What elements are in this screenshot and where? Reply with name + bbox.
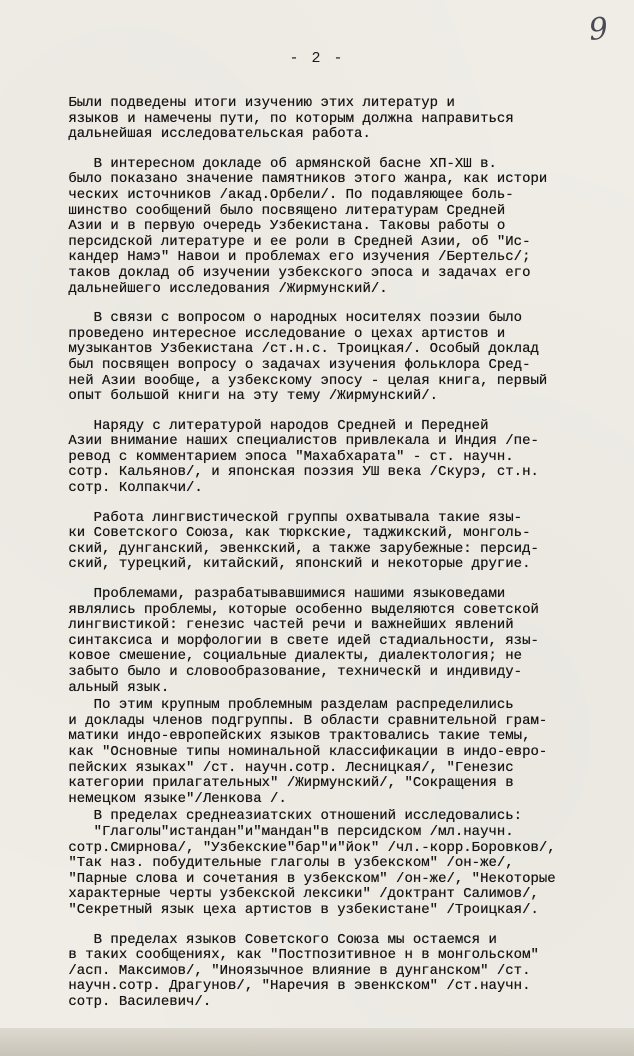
archive-page-mark: 9 <box>587 11 610 48</box>
text-line: Работа лингвистической группы охватывала такие язы- <box>18 510 523 526</box>
paragraph <box>18 698 624 807</box>
text-line: сотр.Смирнова/, "Узбекские"бар"и"йок" /чл.-корр.Боровков/, <box>18 840 556 856</box>
text-line: "Так наз. побудительные глаголы в узбекском" /он-же/, <box>18 856 514 872</box>
paragraph <box>18 311 624 405</box>
text-line: Проблемами, разрабатывавшимися нашими языковедами <box>18 587 506 603</box>
text-line: /асп. Максимов/, "Иноязычное влияние в дунганском" /ст. <box>18 963 531 979</box>
paragraph <box>18 96 624 143</box>
text-line: музыкантов Узбекистана /ст.н.с. Троицкая/. Особый доклад <box>18 342 539 358</box>
text-line: сотр. Василевич/. <box>18 994 212 1010</box>
paragraph-gap <box>18 297 624 311</box>
document-body <box>18 96 624 1010</box>
text-line: ский, турецкий, китайский, японский и некоторые другие. <box>18 557 531 573</box>
text-line: характерные черты узбекской лексики" /доктрант Салимов/, <box>18 887 539 903</box>
text-line: ревод с комментарием эпоса "Махабхарата" - ст. научн. <box>18 449 514 465</box>
text-line: ческих источников /акад.Орбели/. По подавляющее боль- <box>18 187 514 203</box>
text-line: ней Азии вообще, а узбекскому эпосу - целая книга, первый <box>18 373 548 389</box>
text-line: пейских языках" /ст. научн.сотр. Лесницкая/, "Генезис <box>18 760 514 776</box>
text-line: в таких сообщениях, как "Постпозитивное н в монгольском" <box>18 948 539 964</box>
text-line: "Секретный язык цеха артистов в узбекистане" /Троицкая/. <box>18 902 539 918</box>
text-line: альный язык. <box>18 680 170 696</box>
text-line: было показано значение памятников этого жанра, как истори <box>18 172 548 188</box>
paragraph <box>18 587 624 696</box>
text-line: категории прилагательных" /Жирмунский/, "Сокращения в <box>18 776 514 792</box>
text-line: Азии внимание наших специалистов привлекала и Индия /пе- <box>18 434 539 450</box>
text-line: таков доклад об изучении узбекского эпоса и задачах его <box>18 265 531 281</box>
text-line: Наряду с литературой народов Средней и Передней <box>18 418 489 434</box>
paragraph-gap <box>18 497 624 511</box>
text-line: По этим крупным проблемным разделам распределились <box>18 698 514 714</box>
paragraph-gap <box>18 143 624 157</box>
text-line: как "Основные типы номинальной классификации в индо-евро- <box>18 744 548 760</box>
text-line: матики индо-европейских языков трактовались такие темы, <box>18 729 531 745</box>
text-line: забыто было и словообразование, техническй и индивиду- <box>18 665 523 680</box>
paragraph-gap <box>18 919 624 933</box>
text-line: синтаксиса и морфологии в свете идей стадиальности, язы- <box>18 633 539 649</box>
text-line: опыт большой книги на эту тему /Жирмунский/. <box>18 389 439 405</box>
text-line: Были подведены итоги изучению этих литератур и <box>18 96 455 111</box>
text-line: ки Советского Союза, как тюркские, таджикский, монголь- <box>18 526 531 542</box>
text-line: дальнейшая исследовательская работа. <box>18 127 371 143</box>
text-line: персидской литературе и ее роли в Средней Азии, об "Ис- <box>18 234 531 250</box>
text-line: кандер Намэ" Навои и проблемах его изучения /Бертельс/; <box>18 250 531 266</box>
text-line: Азии и в первую очередь Узбекистана. Таковы работы о <box>18 219 506 235</box>
text-line: был посвящен вопросу о задачах изучения фольклора Сред- <box>18 357 531 373</box>
text-line: сотр. Колпакчи/. <box>18 481 203 497</box>
paragraph <box>18 511 624 573</box>
paragraph-gap <box>18 405 624 419</box>
page-number: - 2 - <box>289 50 345 67</box>
text-line: являлись проблемы, которые особенно выделяются советской <box>18 602 539 618</box>
text-line: сотр. Кальянов/, и японская поэзия УШ века /Скурэ, ст.н. <box>18 465 539 481</box>
text-line: научн.сотр. Драгунов/, "Наречия в эвенкском" /ст.научн. <box>18 979 531 995</box>
page-bottom-edge <box>0 1028 634 1056</box>
text-line: и доклады членов подгруппы. В области сравнительной грам- <box>18 713 548 729</box>
text-line: дальнейшего исследования /Жирмунский/. <box>18 281 388 297</box>
text-line: "Парные слова и сочетания в узбекском" /он-же/, "Некоторые <box>18 871 556 887</box>
text-line: В связи с вопросом о народных носителях поэзии было <box>18 311 523 327</box>
paragraph <box>18 419 624 497</box>
text-line: немецком языке"/Ленкова /. <box>18 791 287 807</box>
text-line: "Глаголы"истандан"и"мандан"в персидском /мл.научн. <box>18 824 514 840</box>
paragraph <box>18 933 624 1011</box>
text-line: В пределах среднеазиатских отношений исследовались: <box>18 809 523 825</box>
paragraph <box>18 809 624 918</box>
text-line: ский, дунганский, эвенкский, а также зарубежные: персид- <box>18 541 539 557</box>
text-line: языков и намечены пути, по которым должна направиться <box>18 111 514 127</box>
text-line: лингвистикой: генезис частей речи и важнейших явлений <box>18 618 514 634</box>
text-line: В пределах языков Советского Союза мы остаемся и <box>18 932 497 948</box>
text-line: В интересном докладе об армянской басне XП-XШ в. <box>18 156 497 172</box>
paragraph-gap <box>18 573 624 587</box>
text-line: ковое смешение, социальные диалекты, диалектология; не <box>18 649 523 665</box>
text-line: шинство сообщений было посвящено литературам Средней <box>18 203 506 219</box>
paragraph <box>18 157 624 297</box>
text-line: проведено интересное исследование о цехах артистов и <box>18 326 506 342</box>
